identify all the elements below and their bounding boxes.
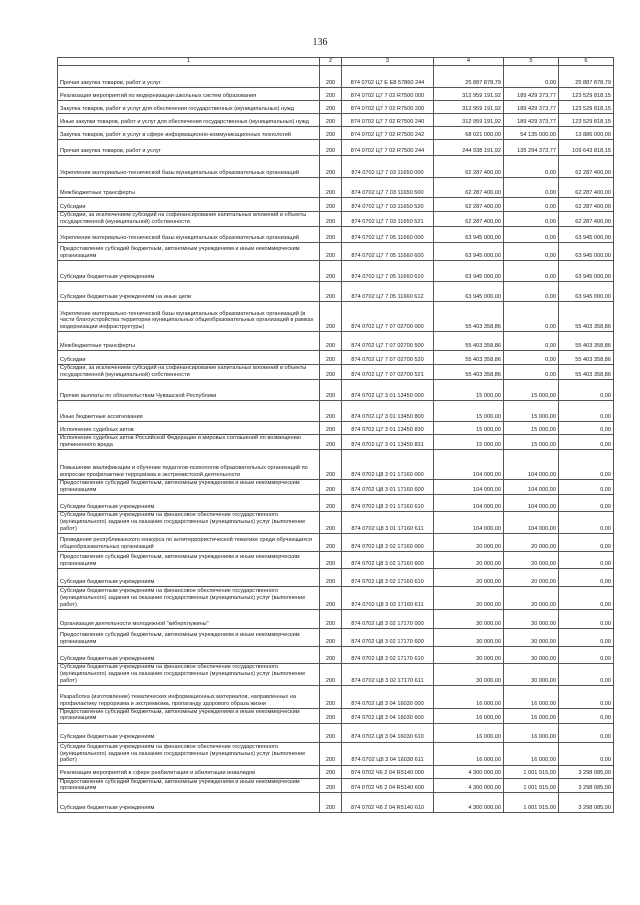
row-value-col5: 1 001 915,00 [504, 793, 559, 813]
row-value-col5: 0,00 [504, 243, 559, 261]
row-value-col4: 15 000,00 [434, 400, 504, 421]
row-value-col4: 63 945 000,00 [434, 282, 504, 302]
row-value-col4: 62 287 400,00 [434, 212, 504, 227]
row-value-col6: 25 887 878,79 [559, 66, 614, 88]
row-value-col5: 189 429 373,77 [504, 101, 559, 114]
row-description: Межбюджетные трансферты [58, 332, 320, 351]
row-value-col6: 0,00 [559, 421, 614, 434]
table-row [58, 156, 614, 178]
row-subcode: 200 [320, 646, 342, 663]
table-row [58, 511, 614, 533]
row-value-col5: 104 000,00 [504, 511, 559, 533]
row-subcode: 200 [320, 156, 342, 178]
row-value-col4: 55 403 358,86 [434, 332, 504, 351]
row-description: Субсидии [58, 198, 320, 212]
row-value-col4: 63 945 000,00 [434, 227, 504, 243]
row-description: Прочая закупка товаров, работ и услуг [58, 140, 320, 156]
row-budget-code: 874 0702 Ц8 3 02 17170 600 [342, 628, 434, 646]
table-row [58, 66, 614, 88]
row-value-col6: 0,00 [559, 708, 614, 723]
column-header: 4 [434, 58, 504, 66]
column-header: 2 [320, 58, 342, 66]
row-value-col4: 312 959 191,92 [434, 114, 504, 127]
row-subcode: 200 [320, 551, 342, 568]
row-subcode: 200 [320, 365, 342, 380]
row-value-col4: 4 300 000,00 [434, 793, 504, 813]
row-value-col6: 0,00 [559, 609, 614, 628]
row-description: Предоставление субсидий бюджетным, автономным учреждениям и иным некоммерческим организациям [58, 551, 320, 568]
row-subcode: 200 [320, 88, 342, 101]
row-description: Повышение квалификации и обучение педагогов-психологов образовательных организаций по вопросам профилактики терроризма и экстремистской деятельности [58, 449, 320, 479]
row-subcode: 200 [320, 663, 342, 685]
row-value-col4: 68 021 000,00 [434, 127, 504, 140]
row-value-col4: 62 287 400,00 [434, 198, 504, 212]
row-value-col6: 123 529 818,15 [559, 88, 614, 101]
row-budget-code: 874 0702 Ц8 3 01 17160 611 [342, 511, 434, 533]
row-budget-code: 874 0702 Ц8 3 02 17170 611 [342, 663, 434, 685]
row-subcode: 200 [320, 628, 342, 646]
row-value-col5: 16 000,00 [504, 723, 559, 742]
row-description: Субсидии бюджетным учреждениям на финансовое обеспечение государственного (муниципального) задания на оказание государственных (муниципальных) услуг (выполнение работ) [58, 511, 320, 533]
column-number-row [58, 58, 614, 66]
row-value-col6: 13 886 000,00 [559, 127, 614, 140]
row-description: Субсидии бюджетным учреждениям на финансовое обеспечение государственного (муниципального) задания на оказание государственных (муниципальных) услуг (выполнение работ) [58, 742, 320, 765]
row-description: Реализация мероприятий по модернизации школьных систем образования [58, 88, 320, 101]
row-budget-code: 874 0702 Ц7 7 05 11660 600 [342, 243, 434, 261]
table-row [58, 586, 614, 609]
row-value-col4: 55 403 358,86 [434, 365, 504, 380]
row-description: Предоставление субсидий бюджетным, автономным учреждениям и иным некоммерческим организациям [58, 243, 320, 261]
row-value-col5: 0,00 [504, 351, 559, 365]
row-budget-code: 874 0702 Ц7 3 01 13450 800 [342, 400, 434, 421]
row-budget-code: 874 0702 Ц8 3 01 17160 000 [342, 449, 434, 479]
row-value-col4: 16 000,00 [434, 685, 504, 708]
row-value-col6: 0,00 [559, 434, 614, 449]
table-row [58, 88, 614, 101]
row-budget-code: 874 0702 Ц7 7 02 R7500 000 [342, 88, 434, 101]
row-value-col6: 0,00 [559, 586, 614, 609]
row-value-col4: 20 000,00 [434, 586, 504, 609]
row-value-col5: 0,00 [504, 282, 559, 302]
table-row [58, 778, 614, 793]
row-value-col4: 15 000,00 [434, 434, 504, 449]
row-subcode: 200 [320, 449, 342, 479]
row-value-col4: 16 000,00 [434, 708, 504, 723]
table-row [58, 212, 614, 227]
row-value-col6: 123 529 818,15 [559, 101, 614, 114]
row-value-col5: 16 000,00 [504, 708, 559, 723]
row-description: Субсидии бюджетным учреждениям [58, 646, 320, 663]
row-value-col4: 30 000,00 [434, 663, 504, 685]
row-value-col6: 0,00 [559, 494, 614, 511]
row-budget-code: 874 0702 Ц8 3 01 17160 600 [342, 479, 434, 494]
row-value-col4: 312 959 191,92 [434, 88, 504, 101]
row-value-col5: 0,00 [504, 178, 559, 198]
row-value-col6: 0,00 [559, 400, 614, 421]
row-value-col4: 25 887 878,79 [434, 66, 504, 88]
row-value-col4: 20 000,00 [434, 533, 504, 551]
table-row [58, 198, 614, 212]
row-value-col5: 0,00 [504, 261, 559, 282]
row-budget-code: 874 0702 Ц8 3 02 17160 000 [342, 533, 434, 551]
row-subcode: 200 [320, 434, 342, 449]
row-value-col5: 0,00 [504, 198, 559, 212]
row-value-col6: 0,00 [559, 628, 614, 646]
row-description: Иные бюджетные ассигнования [58, 400, 320, 421]
row-budget-code: 874 0702 Ц8 3 02 17160 611 [342, 586, 434, 609]
table-row [58, 551, 614, 568]
row-description: Укрепление материально-технической базы муниципальных образовательных организаций [58, 227, 320, 243]
row-subcode: 200 [320, 178, 342, 198]
row-subcode: 200 [320, 243, 342, 261]
row-value-col5: 54 135 000,00 [504, 127, 559, 140]
row-description: Укрепление материально-технической базы муниципальных образовательных организаций [58, 156, 320, 178]
row-value-col4: 62 287 400,00 [434, 156, 504, 178]
row-value-col6: 3 298 085,00 [559, 778, 614, 793]
row-value-col5: 0,00 [504, 227, 559, 243]
row-subcode: 200 [320, 708, 342, 723]
table-row [58, 723, 614, 742]
row-value-col5: 20 000,00 [504, 586, 559, 609]
table-row [58, 101, 614, 114]
row-subcode: 200 [320, 723, 342, 742]
row-value-col5: 189 429 373,77 [504, 88, 559, 101]
row-value-col6: 55 403 358,86 [559, 302, 614, 332]
table-row [58, 533, 614, 551]
column-header: 6 [559, 58, 614, 66]
row-budget-code: 874 0702 Ц7 7 02 R7500 200 [342, 101, 434, 114]
table-row [58, 421, 614, 434]
row-value-col6: 63 945 000,00 [559, 261, 614, 282]
row-value-col6: 0,00 [559, 551, 614, 568]
row-value-col6: 63 945 000,00 [559, 243, 614, 261]
row-value-col6: 62 287 400,00 [559, 212, 614, 227]
row-budget-code: 874 0702 Ц8 3 04 16030 000 [342, 685, 434, 708]
row-value-col6: 0,00 [559, 511, 614, 533]
row-budget-code: 874 0702 Ц7 7 05 11660 612 [342, 282, 434, 302]
row-budget-code: 874 0702 Ц7 7 05 11660 000 [342, 227, 434, 243]
row-budget-code: 874 0702 Ц8 3 02 17160 600 [342, 551, 434, 568]
row-subcode: 200 [320, 261, 342, 282]
row-description: Субсидии бюджетным учреждениям [58, 261, 320, 282]
table-row [58, 261, 614, 282]
row-budget-code: 874 0702 Ч6 2 04 R5140 600 [342, 778, 434, 793]
row-budget-code: 874 0702 Ц7 7 03 11650 500 [342, 178, 434, 198]
table-row [58, 685, 614, 708]
row-value-col6: 62 287 400,00 [559, 178, 614, 198]
row-value-col6: 0,00 [559, 568, 614, 586]
row-value-col5: 104 000,00 [504, 494, 559, 511]
row-budget-code: 874 0702 Ц8 3 02 17170 610 [342, 646, 434, 663]
table-row [58, 742, 614, 765]
row-value-col4: 104 000,00 [434, 494, 504, 511]
row-value-col4: 312 959 191,92 [434, 101, 504, 114]
row-value-col6: 0,00 [559, 663, 614, 685]
row-value-col4: 16 000,00 [434, 723, 504, 742]
row-value-col5: 30 000,00 [504, 628, 559, 646]
row-value-col6: 3 298 085,00 [559, 765, 614, 778]
row-value-col4: 30 000,00 [434, 628, 504, 646]
table-row [58, 628, 614, 646]
row-subcode: 200 [320, 302, 342, 332]
row-subcode: 200 [320, 494, 342, 511]
row-description: Межбюджетные трансферты [58, 178, 320, 198]
table-row [58, 400, 614, 421]
row-budget-code: 874 0702 Ч6 2 04 R5140 000 [342, 765, 434, 778]
row-value-col4: 16 000,00 [434, 742, 504, 765]
row-subcode: 200 [320, 533, 342, 551]
row-value-col6: 55 403 358,86 [559, 332, 614, 351]
row-description: Субсидии бюджетным учреждениям на иные цели [58, 282, 320, 302]
row-budget-code: 874 0702 Ц8 3 04 16030 600 [342, 708, 434, 723]
row-value-col4: 63 945 000,00 [434, 243, 504, 261]
row-budget-code: 874 0702 Ц7 7 02 R7500 240 [342, 114, 434, 127]
row-value-col5: 0,00 [504, 365, 559, 380]
row-description: Субсидии бюджетным учреждениям [58, 494, 320, 511]
row-budget-code: 874 0702 Ц8 3 02 17160 610 [342, 568, 434, 586]
row-value-col6: 0,00 [559, 479, 614, 494]
row-description: Субсидии бюджетным учреждениям [58, 793, 320, 813]
row-value-col5: 30 000,00 [504, 663, 559, 685]
row-value-col5: 16 000,00 [504, 685, 559, 708]
row-value-col4: 244 938 191,92 [434, 140, 504, 156]
row-subcode: 200 [320, 586, 342, 609]
row-value-col5: 20 000,00 [504, 568, 559, 586]
table-row [58, 365, 614, 380]
column-header: 5 [504, 58, 559, 66]
row-value-col5: 16 000,00 [504, 742, 559, 765]
table-row [58, 479, 614, 494]
row-value-col6: 62 287 400,00 [559, 156, 614, 178]
row-value-col5: 15 000,00 [504, 400, 559, 421]
row-value-col4: 104 000,00 [434, 511, 504, 533]
row-value-col4: 30 000,00 [434, 609, 504, 628]
row-value-col5: 189 429 373,77 [504, 114, 559, 127]
row-value-col5: 30 000,00 [504, 609, 559, 628]
row-value-col5: 15 000,00 [504, 379, 559, 400]
row-value-col5: 15 000,00 [504, 434, 559, 449]
row-value-col6: 63 945 000,00 [559, 282, 614, 302]
row-subcode: 200 [320, 66, 342, 88]
row-value-col6: 63 945 000,00 [559, 227, 614, 243]
row-subcode: 200 [320, 379, 342, 400]
row-description: Субсидии бюджетным учреждениям [58, 568, 320, 586]
row-description: Субсидии бюджетным учреждениям [58, 723, 320, 742]
row-budget-code: 874 0702 Ц7 3 01 13450 000 [342, 379, 434, 400]
row-description: Субсидии, за исключением субсидий на софинансирование капитальных вложений в объекты государственной (муниципальной) собственности [58, 365, 320, 380]
row-description: Реализация мероприятий в сфере реабилитации и абилитации инвалидов [58, 765, 320, 778]
table-row [58, 434, 614, 449]
row-subcode: 200 [320, 793, 342, 813]
page-number: 136 [312, 37, 328, 48]
row-value-col4: 55 403 358,86 [434, 351, 504, 365]
row-value-col6: 0,00 [559, 533, 614, 551]
row-value-col4: 30 000,00 [434, 646, 504, 663]
row-description: Предоставление субсидий бюджетным, автономным учреждениям и иным некоммерческим организациям [58, 778, 320, 793]
row-subcode: 200 [320, 140, 342, 156]
row-budget-code: 874 0702 Ц7 7 07 02700 521 [342, 365, 434, 380]
budget-table [57, 57, 614, 813]
table-row [58, 243, 614, 261]
row-description: Субсидии, за исключением субсидий на софинансирование капитальных вложений в объекты государственной (муниципальной) собственности [58, 212, 320, 227]
row-description: Прочие выплаты по обязательствам Чувашской Республики [58, 379, 320, 400]
table-row [58, 379, 614, 400]
row-subcode: 200 [320, 127, 342, 140]
row-value-col6: 123 529 818,15 [559, 114, 614, 127]
row-value-col5: 104 000,00 [504, 479, 559, 494]
row-description: Закупка товаров, работ и услуг для обеспечения государственных (муниципальных) нужд [58, 101, 320, 114]
row-subcode: 200 [320, 479, 342, 494]
table-row [58, 140, 614, 156]
table-row [58, 351, 614, 365]
row-subcode: 200 [320, 114, 342, 127]
row-value-col5: 104 000,00 [504, 449, 559, 479]
column-header: 3 [342, 58, 434, 66]
row-subcode: 200 [320, 685, 342, 708]
row-value-col4: 15 000,00 [434, 421, 504, 434]
row-value-col5: 0,00 [504, 212, 559, 227]
row-description: Предоставление субсидий бюджетным, автономным учреждениям и иным некоммерческим организациям [58, 628, 320, 646]
table-row [58, 178, 614, 198]
row-value-col6: 0,00 [559, 685, 614, 708]
table-row [58, 793, 614, 813]
row-description: Прочая закупка товаров, работ и услуг [58, 66, 320, 88]
row-value-col6: 0,00 [559, 646, 614, 663]
row-budget-code: 874 0702 Ц7 7 07 02700 520 [342, 351, 434, 365]
row-description: Субсидии бюджетным учреждениям на финансовое обеспечение государственного (муниципального) задания на оказание государственных (муниципальных) услуг (выполнение работ) [58, 663, 320, 685]
row-value-col4: 15 000,00 [434, 379, 504, 400]
row-subcode: 200 [320, 765, 342, 778]
row-description: Исполнение судебных актов Российской Федерации и мировых соглашений по возмещению причиненного вреда [58, 434, 320, 449]
row-budget-code: 874 0702 Ц7 3 01 13450 830 [342, 421, 434, 434]
table-row [58, 127, 614, 140]
row-budget-code: 874 0702 Ц7 7 07 02700 500 [342, 332, 434, 351]
row-budget-code: 874 0702 Ц8 3 04 16030 611 [342, 742, 434, 765]
row-value-col4: 63 945 000,00 [434, 261, 504, 282]
table-body [58, 66, 614, 813]
row-subcode: 200 [320, 778, 342, 793]
row-subcode: 200 [320, 198, 342, 212]
row-budget-code: 874 0702 Ц8 3 01 17160 610 [342, 494, 434, 511]
row-value-col5: 30 000,00 [504, 646, 559, 663]
row-budget-code: 874 0702 Ц7 7 02 R7500 242 [342, 127, 434, 140]
table-row [58, 114, 614, 127]
row-value-col5: 1 001 915,00 [504, 765, 559, 778]
row-subcode: 200 [320, 282, 342, 302]
row-subcode: 200 [320, 568, 342, 586]
table-row [58, 494, 614, 511]
row-value-col6: 0,00 [559, 449, 614, 479]
row-value-col5: 0,00 [504, 302, 559, 332]
row-subcode: 200 [320, 212, 342, 227]
row-value-col4: 55 403 358,86 [434, 302, 504, 332]
row-value-col6: 3 298 085,00 [559, 793, 614, 813]
row-description: Субсидии бюджетным учреждениям на финансовое обеспечение государственного (муниципального) задания на оказание государственных (муниципальных) услуг (выполнение работ) [58, 586, 320, 609]
row-subcode: 200 [320, 421, 342, 434]
row-description: Субсидии [58, 351, 320, 365]
table-row [58, 609, 614, 628]
row-budget-code: 874 0702 Ц8 3 02 17170 000 [342, 609, 434, 628]
table-row [58, 227, 614, 243]
row-description: Организация деятельности молодежной "киберплужины" [58, 609, 320, 628]
row-value-col5: 0,00 [504, 66, 559, 88]
row-value-col5: 20 000,00 [504, 533, 559, 551]
row-value-col4: 4 300 000,00 [434, 765, 504, 778]
table-row [58, 568, 614, 586]
table-row [58, 282, 614, 302]
table-row [58, 302, 614, 332]
row-budget-code: 874 0702 Ц7 Е Е8 57860 244 [342, 66, 434, 88]
row-value-col5: 20 000,00 [504, 551, 559, 568]
row-value-col5: 15 000,00 [504, 421, 559, 434]
row-subcode: 200 [320, 609, 342, 628]
row-value-col4: 62 287 400,00 [434, 178, 504, 198]
table-row [58, 663, 614, 685]
row-value-col5: 1 001 915,00 [504, 778, 559, 793]
table-row [58, 708, 614, 723]
row-value-col5: 135 294 373,77 [504, 140, 559, 156]
row-budget-code: 874 0702 Ц7 7 03 11650 520 [342, 198, 434, 212]
row-value-col6: 0,00 [559, 379, 614, 400]
row-description: Разработка (изготовление) тематических информационных материалов, направленных на профилактику терроризма и экстремизма, пропаганду здорового образа жизни [58, 685, 320, 708]
row-budget-code: 874 0702 Ц7 7 02 R7500 244 [342, 140, 434, 156]
row-value-col6: 109 643 818,15 [559, 140, 614, 156]
row-description: Предоставление субсидий бюджетным, автономным учреждениям и иным некоммерческим организациям [58, 479, 320, 494]
row-value-col6: 62 287 400,00 [559, 198, 614, 212]
row-budget-code: 874 0702 Ц7 7 03 11650 000 [342, 156, 434, 178]
row-value-col5: 0,00 [504, 156, 559, 178]
row-description: Проведение республиканского конкурса по антитеррористической тематике среди обучающихся общеобразовательных организаций [58, 533, 320, 551]
row-subcode: 200 [320, 400, 342, 421]
row-value-col4: 4 300 000,00 [434, 778, 504, 793]
table-row [58, 449, 614, 479]
row-subcode: 200 [320, 101, 342, 114]
table-row [58, 646, 614, 663]
row-description: Закупка товаров, работ и услуг в сфере информационно-коммуникационных технологий [58, 127, 320, 140]
row-description: Укрепление материально-технической базы муниципальных образовательных организаций (в части благоустройства территории муниципальных общеобразовательных организаций в рамках модернизации инфраструктуры) [58, 302, 320, 332]
row-value-col4: 20 000,00 [434, 568, 504, 586]
row-description: Исполнение судебных актов [58, 421, 320, 434]
row-value-col6: 55 403 358,86 [559, 351, 614, 365]
row-subcode: 200 [320, 227, 342, 243]
row-value-col6: 0,00 [559, 742, 614, 765]
row-subcode: 200 [320, 351, 342, 365]
row-subcode: 200 [320, 742, 342, 765]
row-budget-code: 874 0702 Ц8 3 04 16030 610 [342, 723, 434, 742]
row-value-col5: 0,00 [504, 332, 559, 351]
row-subcode: 200 [320, 332, 342, 351]
row-value-col4: 104 000,00 [434, 449, 504, 479]
column-header: 1 [58, 58, 320, 66]
row-budget-code: 874 0702 Ц7 7 07 02700 000 [342, 302, 434, 332]
row-value-col6: 0,00 [559, 723, 614, 742]
row-budget-code: 874 0702 Ц7 7 05 11660 610 [342, 261, 434, 282]
row-value-col6: 55 403 358,86 [559, 365, 614, 380]
row-subcode: 200 [320, 511, 342, 533]
row-budget-code: 874 0702 Ц7 3 01 13450 831 [342, 434, 434, 449]
row-budget-code: 874 0702 Ч6 2 04 R5140 610 [342, 793, 434, 813]
row-budget-code: 874 0702 Ц7 7 03 11650 521 [342, 212, 434, 227]
row-description: Предоставление субсидий бюджетным, автономным учреждениям и иным некоммерческим организациям [58, 708, 320, 723]
row-value-col4: 104 000,00 [434, 479, 504, 494]
table-row [58, 332, 614, 351]
table-row [58, 765, 614, 778]
row-description: Иные закупки товаров, работ и услуг для обеспечения государственных (муниципальных) нужд [58, 114, 320, 127]
row-value-col4: 20 000,00 [434, 551, 504, 568]
